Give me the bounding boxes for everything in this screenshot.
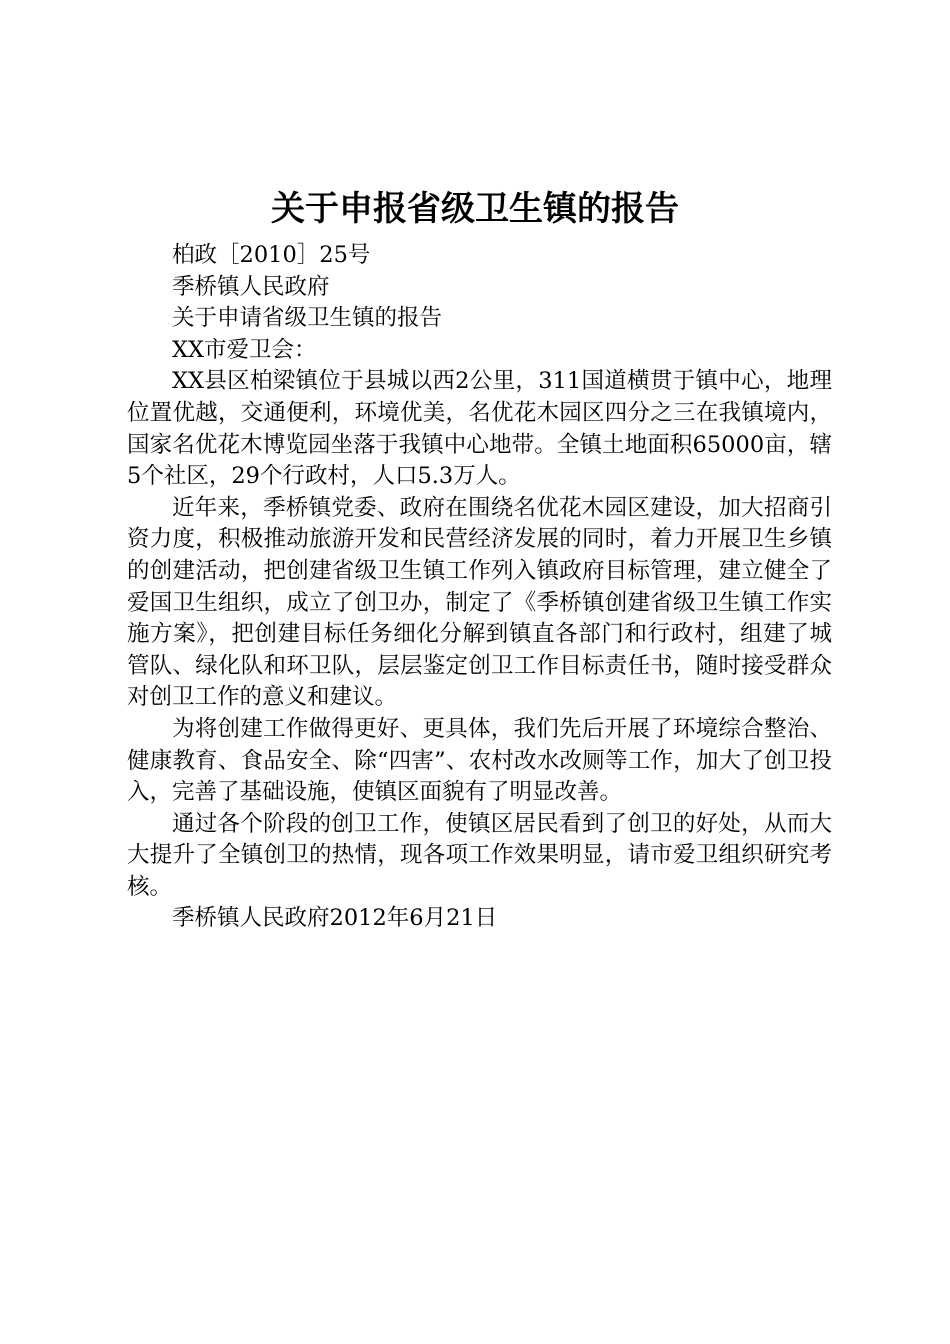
issuing-authority: 季桥镇人民政府 xyxy=(172,273,330,300)
document-title: 关于申报省级卫生镇的报告 xyxy=(271,189,679,229)
paragraph-efforts: 近年来，季桥镇党委、政府在围绕名优花木园区建设，加大招商引资力度，积极推动旅游开发和民营经济发展的同时，着力开展卫生乡镇的创建活动，把创建省级卫生镇工作列入镇政府目标管理，建立健全了爱国卫生组织，成立了创卫办，制定了《季桥镇创建省级卫生镇工作实施方案》，把创建目标任务细化分解到镇直各部门和行政村，组建了城管队、绿化队和环卫队，层层鉴定创卫工作目标责任书，随时接受群众对创卫工作的意义和建议。 xyxy=(127,494,832,711)
paragraph-measures: 为将创建工作做得更好、更具体，我们先后开展了环境综合整治、健康教育、食品安全、除“四害”、农村改水改厕等工作，加大了创卫投入，完善了基础设施，使镇区面貌有了明显改善。 xyxy=(127,715,832,806)
signature-date: 季桥镇人民政府2012年6月21日 xyxy=(172,905,498,932)
report-subject: 关于申请省级卫生镇的报告 xyxy=(172,305,443,332)
paragraph-overview: XX县区柏梁镇位于县城以西2公里，311国道横贯于镇中心，地理位置优越，交通便利，环境优美，名优花木园区四分之三在我镇境内，国家名优花木博览园坐落于我镇中心地带。全镇土地面积65000亩，辖5个社区，29个行政村，人口5.3万人。 xyxy=(127,368,832,490)
document-body xyxy=(127,240,832,935)
recipient-salutation: XX市爱卫会： xyxy=(172,336,317,363)
document-number: 柏政［2010］25号 xyxy=(172,242,371,268)
paragraph-request: 通过各个阶段的创卫工作，使镇区居民看到了创卫的好处，从而大大提升了全镇创卫的热情，现各项工作效果明显，请市爱卫组织研究考核。 xyxy=(127,810,832,900)
